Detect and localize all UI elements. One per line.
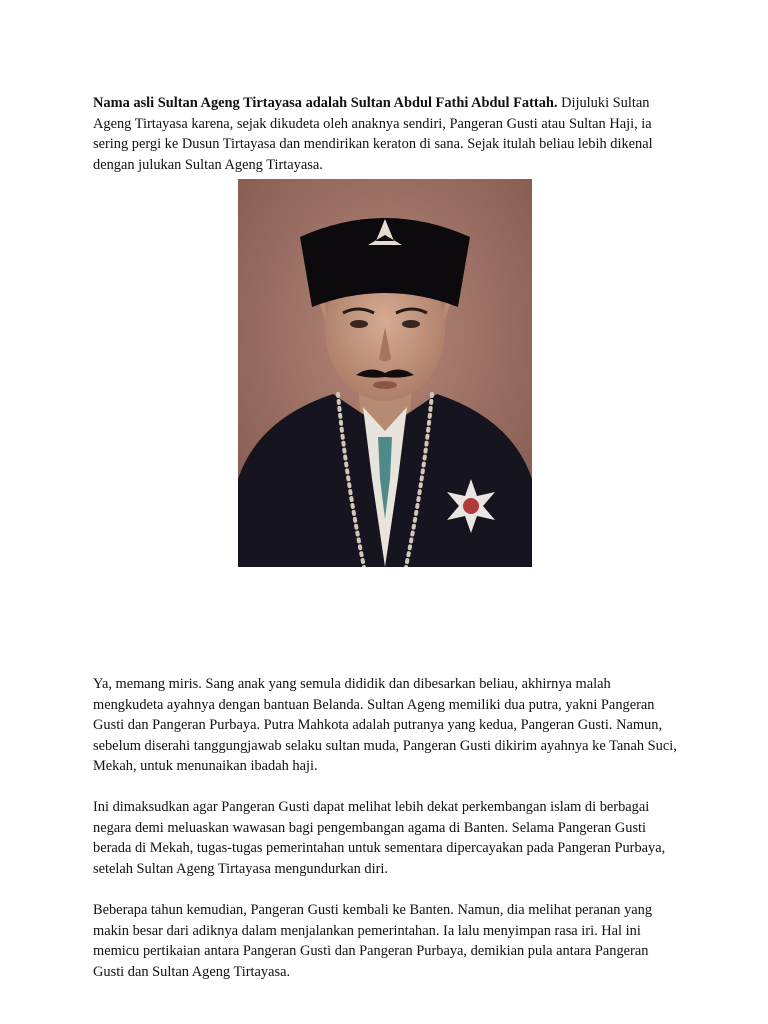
portrait-eye-right — [402, 320, 420, 328]
portrait-image — [238, 179, 532, 567]
portrait-lips — [373, 381, 397, 389]
paragraph-2: Ya, memang miris. Sang anak yang semula dididik dan dibesarkan beliau, akhirnya malah mengkudeta ayahnya dengan bantuan Belanda. Sultan Ageng memiliki dua putra, yakni Pangeran Gusti dan Pangeran Purbaya. Putra Mahkota adalah putranya yang kedua, Pangeran Gusti. Namun, sebelum diserahi tanggungjawab selaku sultan muda, Pangeran Gusti dikirim ayahnya ke Tanah Suci, Mekah, untuk menunaikan ibadah haji. — [93, 676, 677, 775]
portrait-eye-left — [350, 320, 368, 328]
paragraph-3: Ini dimaksudkan agar Pangeran Gusti dapat melihat lebih dekat perkembangan islam di berbagai negara demi meluaskan wawasan bagi pengembangan agama di Banten. Selama Pangeran Gusti berada di Mekah, tugas-tugas pemerintahan untuk sementara dipercayakan pada Pangeran Purbaya, setelah Sultan Ageng Tirtayasa mengundurkan diri. — [93, 799, 666, 877]
paragraph-4: Beberapa tahun kemudian, Pangeran Gusti kembali ke Banten. Namun, dia melihat peranan yang makin besar dari adiknya dalam menjalankan pemerintahan. Ia lalu menyimpan rasa iri. Hal ini memicu pertikaian antara Pangeran Gusti dan Pangeran Purbaya, demikian pula antara Pangeran Gusti dan Sultan Ageng Tirtayasa. — [93, 902, 653, 980]
paragraph-intro-text: Dijuluki Sultan Ageng Tirtayasa karena, sejak dikudeta oleh anaknya sendiri, Pangeran Gusti atau Sultan Haji, ia sering pergi ke Dusun Tirtayasa dan mendirikan keraton di sana. Sejak itulah beliau lebih dikenal dengan julukan Sultan Ageng Tirtayasa. — [93, 95, 653, 173]
paragraph-intro-bold-lead: Nama asli Sultan Ageng Tirtayasa adalah Sultan Abdul Fathi Abdul Fattah. — [93, 95, 558, 111]
portrait-medal-center — [463, 498, 479, 514]
portrait-illustration — [238, 179, 532, 567]
paragraph-intro — [93, 93, 683, 175]
